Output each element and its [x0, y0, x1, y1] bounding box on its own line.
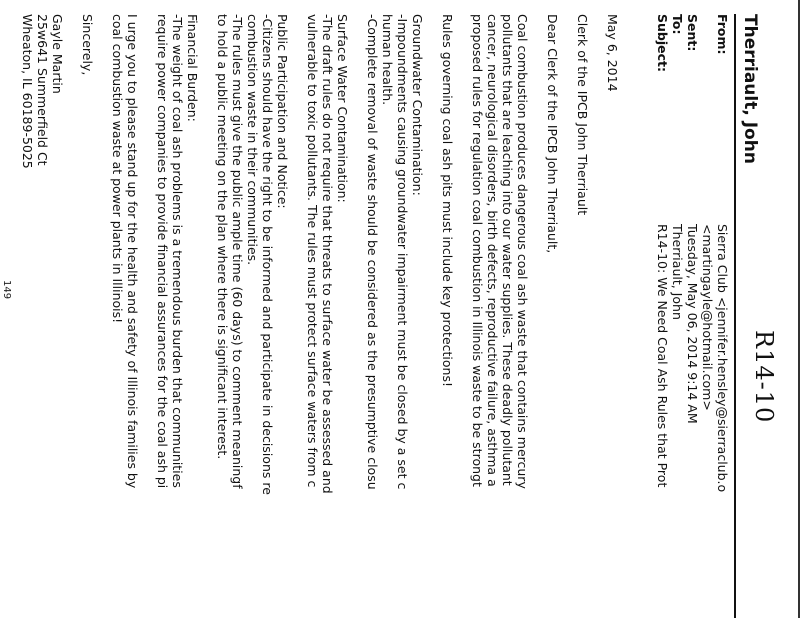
header-rule — [734, 14, 736, 618]
body-text-line: -The draft rules do not require that threats to surface water be assessed and — [320, 14, 335, 494]
body-text-line: -Complete removal of waste should be considered as the presumptive closu — [365, 14, 380, 490]
body-text-line: Wheaton, IL 60189-5025 — [20, 14, 35, 169]
page-number: 149 — [1, 280, 12, 300]
email-header-value: <martingayle@hotmail.com> — [700, 224, 715, 411]
body-text-line: cancer, neurological disorders, birth defects, reproductive failure, asthma a — [485, 14, 500, 487]
body-text-line: Rules governing coal ash pits must include key protections! — [440, 14, 455, 387]
body-text-line: I urge you to please stand up for the health and safety of Illinois families by — [125, 14, 140, 489]
body-text-line: Public Participation and Notice: — [275, 14, 290, 209]
email-header-value: Sierra Club <jennifer.hensley@sierraclub.o — [715, 224, 730, 493]
body-text-line: to hold a public meeting on the plan where there is significant interest. — [215, 14, 230, 460]
body-text-line: human health. — [380, 14, 395, 106]
body-text-line: vulnerable to toxic pollutants. The rules must protect surface waters from c — [305, 14, 320, 488]
email-header-label: Sent: — [685, 14, 700, 52]
body-text-line: Gayle Martin — [50, 14, 65, 94]
body-text-line: pollutants that are leaching into our water supplies. These deadly pollutant — [500, 14, 515, 486]
body-text-line: -The weight of coal ash problems is a tremendous burden that communities — [170, 14, 185, 488]
email-header-value: Tuesday, May 06, 2014 9:14 AM — [685, 224, 700, 424]
body-text-line: combustion waste in their communities. — [245, 14, 260, 266]
sender-name-heading: Therriault, John — [740, 14, 760, 164]
body-text-line: Sincerely, — [80, 14, 95, 76]
body-text-line: Clerk of the IPCB John Therriault — [575, 14, 590, 216]
body-text-line: -Impoundments causing groundwater impairment must be closed by a set c — [395, 14, 410, 490]
email-header-label: Subject: — [655, 14, 670, 72]
body-text-line: coal combustion waste at power plants in Illinois! — [110, 14, 125, 324]
body-text-line: May 6, 2014 — [605, 14, 620, 92]
body-text-line: Groundwater Contamination: — [410, 14, 425, 196]
email-header-value: R14-10: We Need Coal Ash Rules that Prot — [655, 224, 670, 488]
body-text-line: 25w641 Summerfield Ct — [35, 14, 50, 166]
body-text-line: Financial Burden: — [185, 14, 200, 122]
email-header-label: From: — [715, 14, 730, 55]
body-text-line: -The rules must give the public ample time (60 days) to comment meaningf — [230, 14, 245, 489]
body-text-line: -Citizens should have the right to be informed and participate in decisions re — [260, 14, 275, 495]
email-header-value: Therriault, John — [670, 224, 685, 320]
body-text-line: proposed rules for regulation coal combustion in Illinois waste to be strongt — [470, 14, 485, 487]
document-id-stamp: R14-10 — [750, 330, 778, 424]
body-text-line: Surface Water Contamination: — [335, 14, 350, 203]
body-text-line: require power companies to provide financial assurances for the coal ash pi — [155, 14, 170, 489]
email-header-label: To: — [670, 14, 685, 35]
body-text-line: Dear Clerk of the IPCB John Therriault, — [545, 14, 560, 254]
body-text-line: Coal combustion produces dangerous coal ash waste that contains mercury — [515, 14, 530, 489]
